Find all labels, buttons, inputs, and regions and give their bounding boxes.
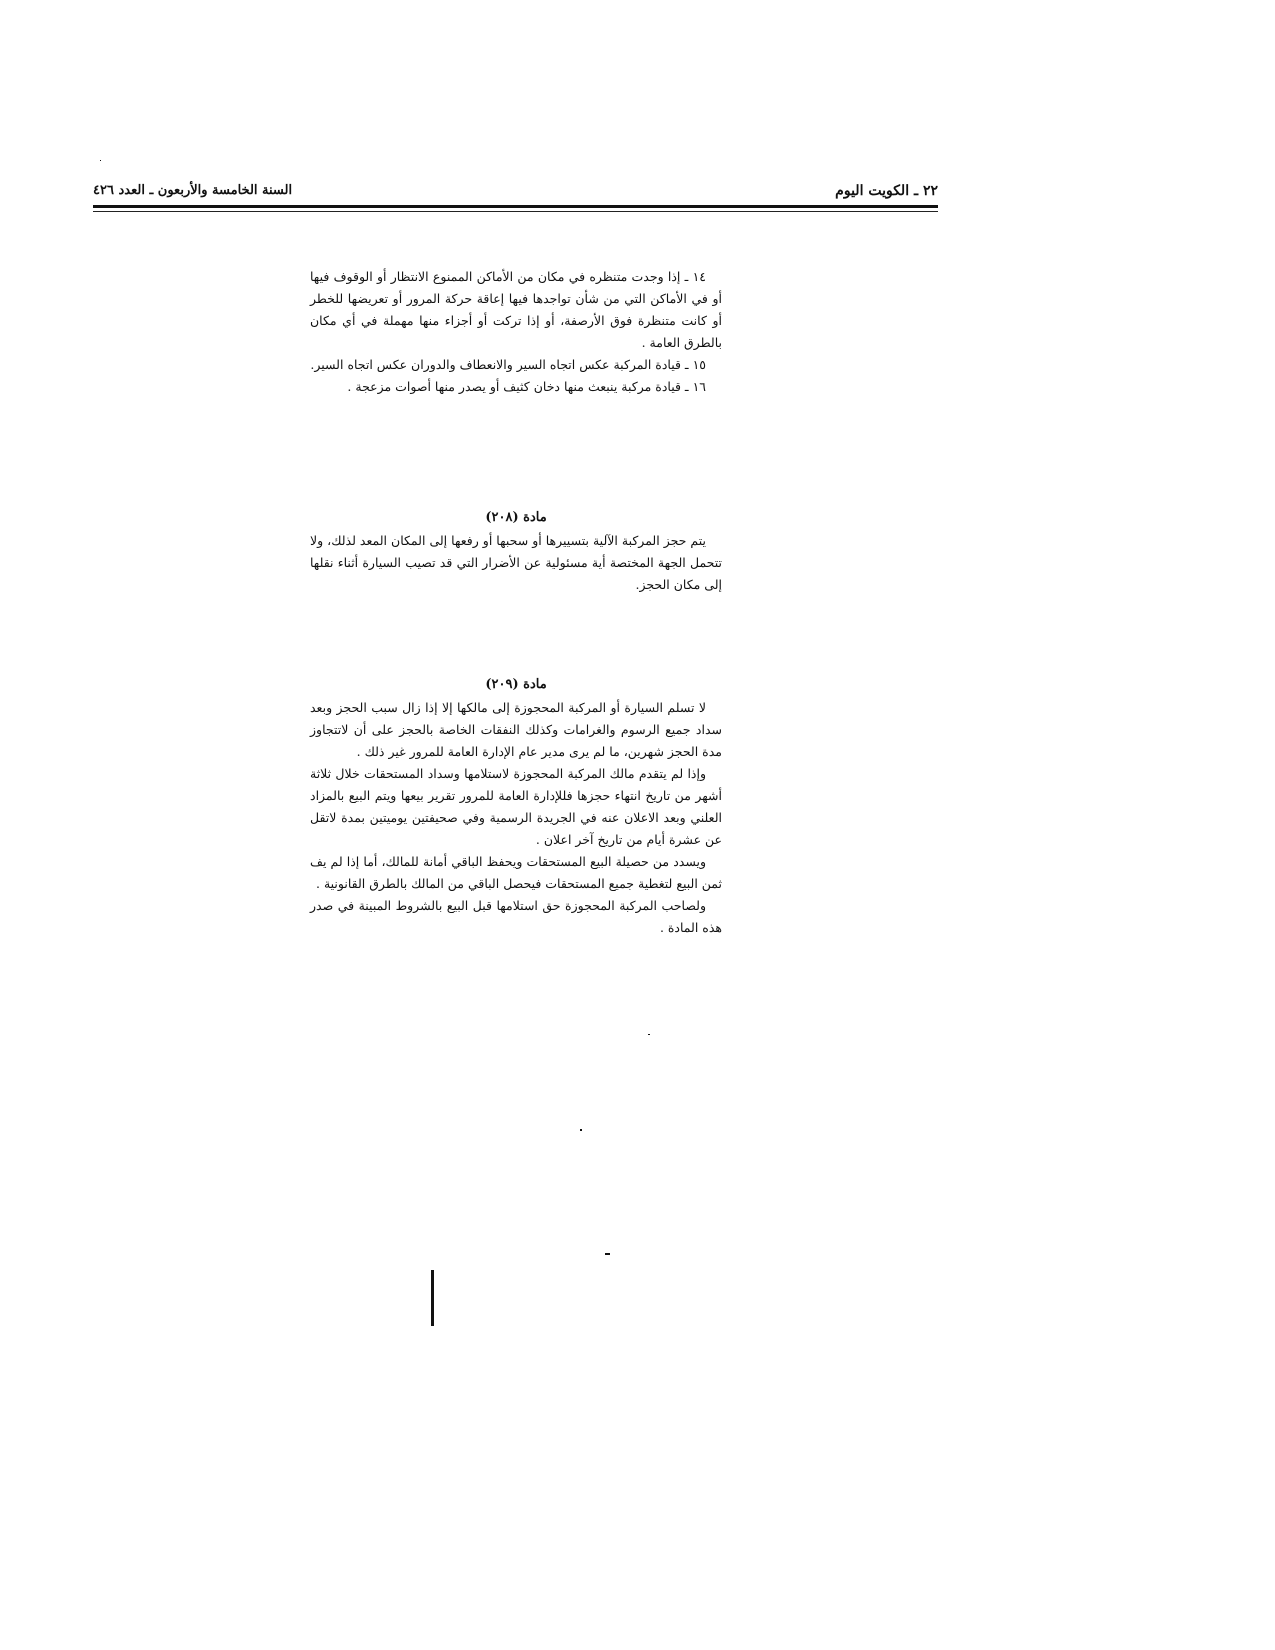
article-209-title: مادة (٢٠٩) — [485, 677, 547, 692]
scan-vertical-line — [431, 1270, 434, 1326]
header-rule-thick — [93, 205, 938, 208]
page-number-label: ٢٢ ـ الكويت اليوم — [835, 183, 938, 199]
issue-label: السنة الخامسة والأربعون ـ العدد ٤٢٦ — [93, 183, 293, 198]
violation-items — [310, 266, 722, 398]
article-209-paragraph-3: ويسدد من حصيلة البيع المستحقات ويحفظ الباقي أمانة للمالك، أما إذا لم يف ثمن البيع لتغطية جميع المستحقات فيحصل الباقي من المالك بالطرق القانونية . — [310, 854, 722, 891]
header-rule-thin — [93, 211, 938, 212]
item-14: ١٤ ـ إذا وجدت متنظره في مكان من الأماكن الممنوع الانتظار أو الوقوف فيها أو في الأماكن التي من شأن تواجدها فيها إعاقة حركة المرور أو تعريضها للخطر أو كانت متنظرة فوق الأرصفة، أو إذا تركت أو أجزاء منها مهملة في أي مكان بالطرق العامة . — [310, 269, 722, 350]
article-208 — [310, 508, 722, 596]
scan-speck — [605, 1253, 610, 1255]
item-15: ١٥ ـ قيادة المركبة عكس اتجاه السير والانعطاف والدوران عكس اتجاه السير. — [310, 357, 706, 372]
article-209-paragraph-2: وإذا لم يتقدم مالك المركبة المحجوزة لاستلامها وسداد المستحقات خلال ثلاثة أشهر من تاريخ انتهاء حجزها فللإدارة العامة للمرور تقرير بيعها ويتم البيع بالمزاد العلني وبعد الاعلان عنه في الجريدة الرسمية وفي صحيفتين يوميتين بمدة لاتقل عن عشرة أيام من تاريخ آخر اعلان . — [310, 766, 722, 847]
article-208-title: مادة (٢٠٨) — [485, 510, 547, 525]
page-header — [93, 183, 938, 203]
scan-speck — [100, 160, 101, 161]
scan-speck — [648, 1034, 650, 1035]
article-208-text: يتم حجز المركبة الآلية بتسييرها أو سحبها أو رفعها إلى المكان المعد لذلك، ولا تتحمل الجهة المختصة أية مسئولية عن الأضرار التي قد تصيب السيارة أثناء نقلها إلى مكان الحجز. — [310, 533, 722, 592]
item-16: ١٦ ـ قيادة مركبة ينبعث منها دخان كثيف أو يصدر منها أصوات مزعجة . — [347, 379, 706, 394]
article-209-paragraph-1: لا تسلم السيارة أو المركبة المحجوزة إلى مالكها إلا إذا زال سبب الحجز وبعد سداد جميع الرسوم والغرامات وكذلك النفقات الخاصة بالحجز على أن لاتتجاوز مدة الحجز شهرين، ما لم يرى مدير عام الإدارة العامة للمرور غير ذلك . — [310, 700, 722, 759]
article-209-paragraph-4: ولصاحب المركبة المحجوزة حق استلامها قبل البيع بالشروط المبينة في صدر هذه المادة . — [310, 898, 722, 935]
article-209 — [310, 675, 722, 939]
scan-speck — [580, 1129, 582, 1131]
